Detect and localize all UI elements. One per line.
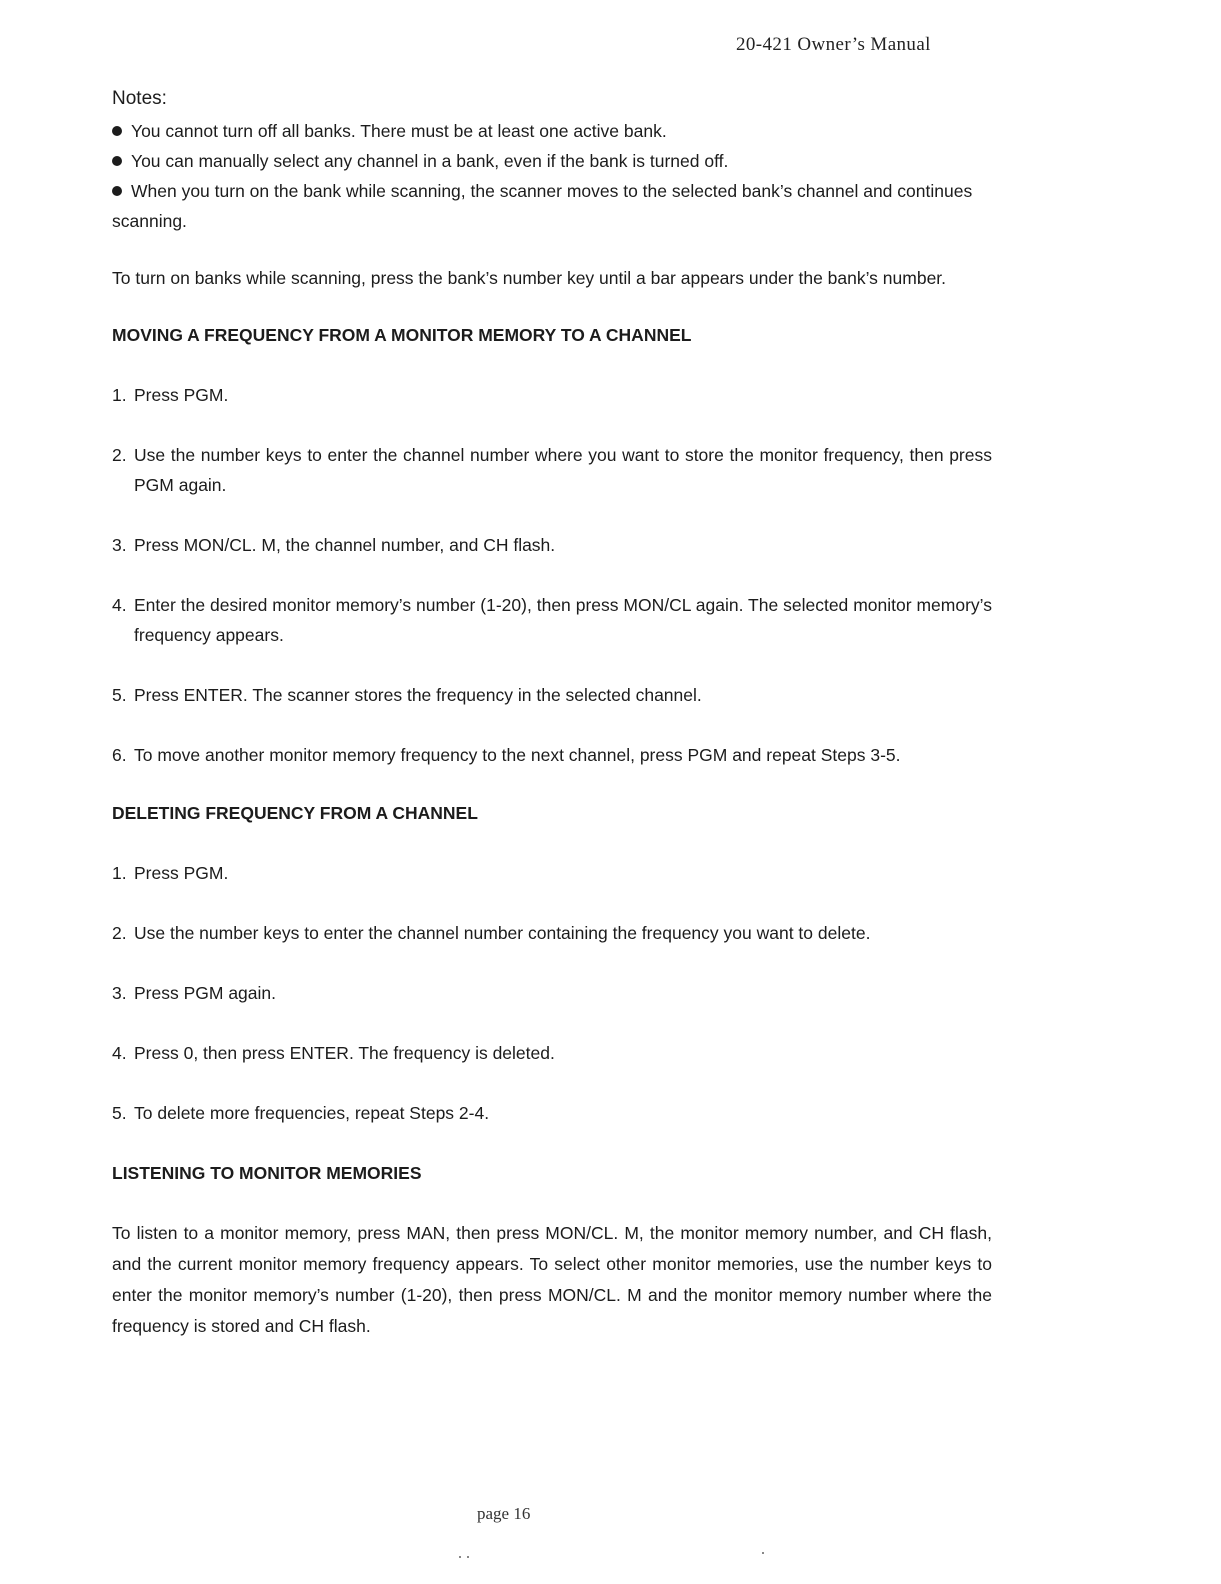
note-item xyxy=(112,176,992,236)
note-text: When you turn on the bank while scanning, the scanner moves to the selected bank’s channel and continues scanning. xyxy=(112,181,973,231)
step-item xyxy=(112,590,992,650)
step-text: To move another monitor memory frequency to the next channel, press PGM and repeat Steps 3-5. xyxy=(134,745,901,765)
notes-section xyxy=(112,88,992,236)
step-number: 4. xyxy=(112,1043,127,1063)
note-text: You can manually select any channel in a bank, even if the bank is turned off. xyxy=(131,151,729,171)
note-item xyxy=(112,116,992,146)
step-text: Press ENTER. The scanner stores the frequency in the selected channel. xyxy=(134,685,702,705)
step-text: Press MON/CL. M, the channel number, and CH flash. xyxy=(134,535,556,555)
note-text: You cannot turn off all banks. There must be at least one active bank. xyxy=(131,121,667,141)
step-number: 6. xyxy=(112,745,127,765)
listening-paragraph: To listen to a monitor memory, press MAN, then press MON/CL. M, the monitor memory number, and CH flash, and the current monitor memory frequency appears. To select other monitor memories, use the number keys to enter the monitor memory’s number (1-20), then press MON/CL. M and the monitor memory number where the frequency is stored and CH flash. xyxy=(112,1223,992,1336)
listening-section xyxy=(112,1158,992,1342)
step-number: 2. xyxy=(112,923,127,943)
step-text: Enter the desired monitor memory’s number (1-20), then press MON/CL again. The selected monitor memory’s frequency appears. xyxy=(134,595,992,645)
step-number: 5. xyxy=(112,1103,127,1123)
page-content xyxy=(112,88,992,1342)
step-text: Use the number keys to enter the channel number containing the frequency you want to delete. xyxy=(134,923,871,943)
step-item xyxy=(112,1038,992,1068)
step-number: 4. xyxy=(112,595,127,615)
step-item xyxy=(112,530,992,560)
step-number: 1. xyxy=(112,385,127,405)
step-text: Press 0, then press ENTER. The frequency is deleted. xyxy=(134,1043,555,1063)
step-item xyxy=(112,858,992,888)
step-text: Press PGM. xyxy=(134,863,229,883)
step-text: Press PGM. xyxy=(134,385,229,405)
step-item xyxy=(112,740,992,770)
bullet-icon xyxy=(112,126,122,136)
scan-speck xyxy=(459,1556,461,1558)
scan-speck xyxy=(467,1556,469,1558)
deleting-section xyxy=(112,798,992,1128)
step-number: 5. xyxy=(112,685,127,705)
step-number: 3. xyxy=(112,983,127,1003)
section-title: MOVING A FREQUENCY FROM A MONITOR MEMORY TO A CHANNEL xyxy=(112,325,692,345)
intro-paragraph: To turn on banks while scanning, press the bank’s number key until a bar appears under the bank’s number. xyxy=(112,268,947,288)
step-text: To delete more frequencies, repeat Steps 2-4. xyxy=(134,1103,490,1123)
section-title: DELETING FREQUENCY FROM A CHANNEL xyxy=(112,803,478,823)
moving-section xyxy=(112,320,992,770)
step-number: 1. xyxy=(112,863,127,883)
step-item xyxy=(112,380,992,410)
note-item xyxy=(112,146,992,176)
section-title: LISTENING TO MONITOR MEMORIES xyxy=(112,1163,422,1183)
bullet-icon xyxy=(112,186,122,196)
notes-title: Notes: xyxy=(112,88,167,109)
scan-speck xyxy=(762,1552,764,1554)
step-item xyxy=(112,680,992,710)
page-number: page 16 xyxy=(477,1504,531,1523)
step-number: 3. xyxy=(112,535,127,555)
step-text: Use the number keys to enter the channel number where you want to store the monitor frequency, then press PGM again. xyxy=(134,445,992,495)
bullet-icon xyxy=(112,156,122,166)
step-item xyxy=(112,918,992,948)
step-item xyxy=(112,440,992,500)
page-header-title: 20-421 Owner’s Manual xyxy=(736,34,931,55)
step-item xyxy=(112,978,992,1008)
step-text: Press PGM again. xyxy=(134,983,276,1003)
step-item xyxy=(112,1098,992,1128)
step-number: 2. xyxy=(112,445,127,465)
